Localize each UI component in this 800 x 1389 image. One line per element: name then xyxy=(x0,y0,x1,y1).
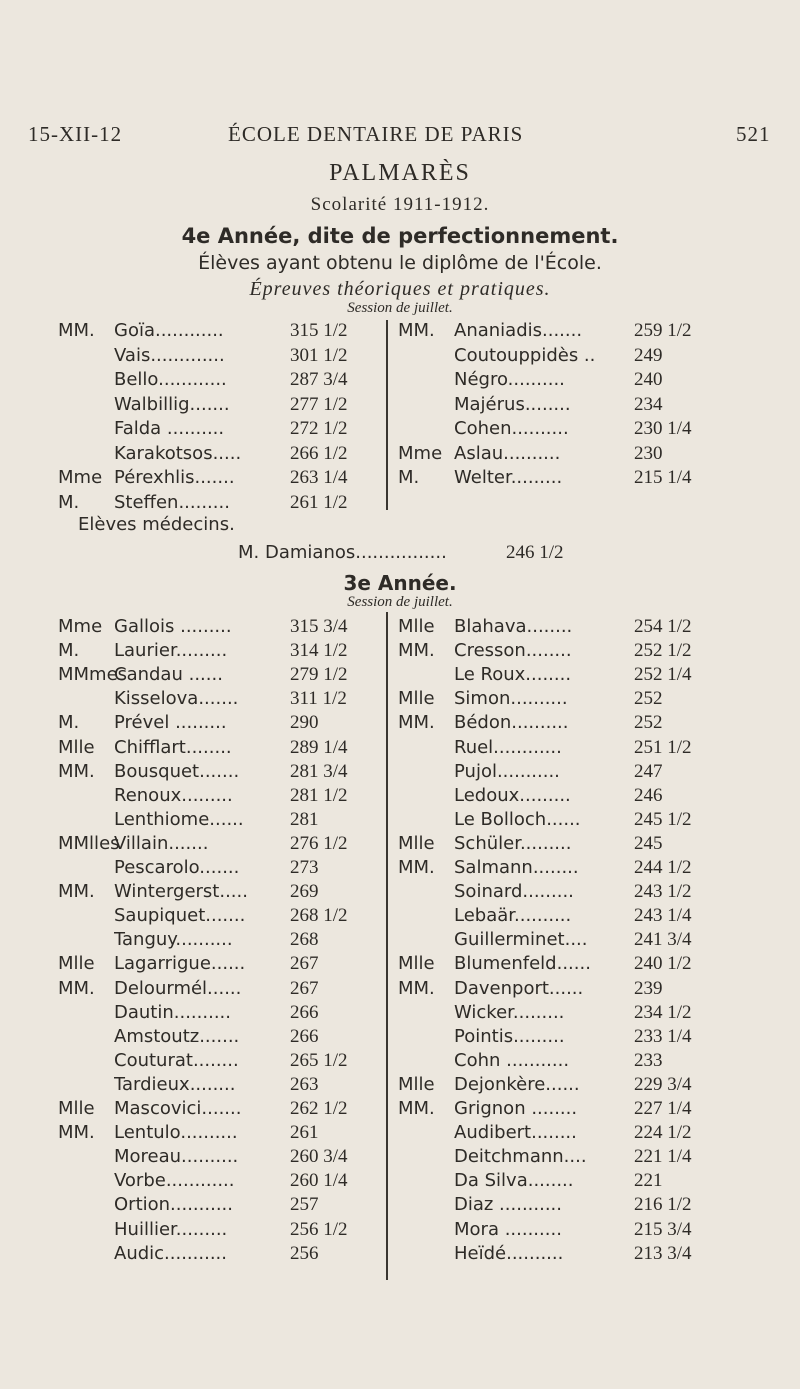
student-name: Chifflart........ xyxy=(114,736,232,758)
student-score: 251 1/2 xyxy=(634,736,692,758)
student-score: 301 1/2 xyxy=(290,344,348,366)
student-name: Guillerminet.... xyxy=(454,929,588,951)
list-item xyxy=(58,1217,380,1243)
title-prefix: MM. xyxy=(398,320,435,341)
title-prefix: M. xyxy=(58,491,80,513)
student-score: 252 xyxy=(634,688,663,710)
student-name: Pujol........... xyxy=(454,760,560,782)
list-item xyxy=(398,735,724,761)
list-item xyxy=(58,662,380,688)
student-name: Ortion........... xyxy=(114,1194,233,1216)
student-score: 213 3/4 xyxy=(634,1242,692,1264)
student-score: 290 xyxy=(290,712,319,734)
title-prefix: MM. xyxy=(58,320,95,341)
student-score: 276 1/2 xyxy=(290,832,348,854)
list-item xyxy=(58,490,380,516)
student-score: 252 1/2 xyxy=(634,640,692,662)
student-name: Candau ...... xyxy=(114,664,223,686)
list-item xyxy=(398,1192,724,1218)
list-item xyxy=(58,879,380,905)
list-item xyxy=(58,1120,380,1146)
student-score: 246 xyxy=(634,784,663,806)
student-score: 216 1/2 xyxy=(634,1194,692,1216)
list-item xyxy=(58,1000,380,1026)
student-name: Gallois ......... xyxy=(114,616,232,637)
student-score: 230 1/4 xyxy=(634,418,692,439)
student-score: 263 1/4 xyxy=(290,467,348,488)
student-score: 272 1/2 xyxy=(290,418,348,439)
student-score: 254 1/2 xyxy=(634,616,692,637)
student-name: Walbillig....... xyxy=(114,393,230,415)
list-item xyxy=(398,783,724,809)
student-score: 314 1/2 xyxy=(290,640,348,662)
list-item xyxy=(398,416,724,442)
list-item xyxy=(58,318,380,344)
header-title: ÉCOLE DENTAIRE DE PARIS xyxy=(228,122,524,146)
medecins-score: 246 1/2 xyxy=(506,542,564,563)
year3-heading: 3e Année. xyxy=(343,571,457,595)
list-item xyxy=(398,367,724,393)
scolarite-line: Scolarité 1911-1912. xyxy=(310,194,490,215)
student-score: 252 xyxy=(634,712,663,734)
student-score: 261 xyxy=(290,1122,319,1144)
list-item xyxy=(398,1144,724,1170)
list-item xyxy=(398,903,724,929)
student-name: Coutouppidès .. xyxy=(454,344,596,366)
medecins-label: Elèves médecins. xyxy=(78,514,235,535)
epreuves-line: Épreuves théoriques et pratiques. xyxy=(249,278,551,300)
student-name: Davenport...... xyxy=(454,977,584,999)
student-name: Mascovici....... xyxy=(114,1098,242,1119)
student-name: Pescarolo....... xyxy=(114,857,240,878)
student-score: 227 1/4 xyxy=(634,1098,692,1119)
title-prefix: Mlle xyxy=(58,1098,95,1119)
student-name: Simon.......... xyxy=(454,688,568,710)
student-score: 240 xyxy=(634,369,663,390)
student-score: 281 xyxy=(290,808,319,830)
student-score: 277 1/2 xyxy=(290,393,348,415)
student-score: 257 xyxy=(290,1194,319,1216)
student-name: Lebaär.......... xyxy=(454,905,572,927)
student-score: 273 xyxy=(290,857,319,878)
list-item xyxy=(58,1096,380,1122)
list-item xyxy=(58,927,380,953)
title-prefix: Mme xyxy=(398,442,443,464)
list-item xyxy=(398,855,724,881)
student-name: Heïdé.......... xyxy=(454,1242,564,1264)
title-prefix: Mlle xyxy=(398,1073,435,1095)
student-name: Audic........... xyxy=(114,1242,227,1264)
student-name: Karakotsos..... xyxy=(114,442,242,464)
title-prefix: MM. xyxy=(398,977,435,999)
medecins-row xyxy=(238,542,564,563)
student-score: 249 xyxy=(634,344,663,366)
student-name: Lagarrigue...... xyxy=(114,953,246,975)
list-item xyxy=(58,807,380,833)
student-name: Da Silva........ xyxy=(454,1170,574,1192)
student-name: Bousquet....... xyxy=(114,760,240,782)
student-name: Cresson........ xyxy=(454,640,572,662)
student-score: 262 1/2 xyxy=(290,1098,348,1119)
student-score: 234 xyxy=(634,393,663,415)
header-date: 15-XII-12 xyxy=(28,122,123,146)
student-score: 315 1/2 xyxy=(290,320,348,341)
student-name: Amstoutz....... xyxy=(114,1025,240,1047)
list-item xyxy=(58,1072,380,1098)
student-name: Wintergerst..... xyxy=(114,881,248,903)
list-item xyxy=(398,638,724,664)
student-score: 311 1/2 xyxy=(290,688,347,710)
student-score: 252 1/4 xyxy=(634,664,692,686)
title-prefix: Mme xyxy=(58,467,103,488)
title-prefix: Mlle xyxy=(58,953,95,975)
student-score: 240 1/2 xyxy=(634,953,692,975)
student-score: 239 xyxy=(634,977,663,999)
year4-session: Session de juillet. xyxy=(347,300,453,316)
student-score: 247 xyxy=(634,760,663,782)
student-name: Dejonkère...... xyxy=(454,1073,580,1095)
title-prefix: MM. xyxy=(58,760,95,782)
list-item xyxy=(58,1241,380,1267)
student-name: Cohen.......... xyxy=(454,418,569,439)
list-item xyxy=(398,1072,724,1098)
student-name: Majérus........ xyxy=(454,393,571,415)
student-score: 281 3/4 xyxy=(290,760,348,782)
student-name: Bédon.......... xyxy=(454,712,569,734)
student-score: 243 1/4 xyxy=(634,905,692,927)
title-prefix: Mme xyxy=(58,616,103,637)
student-score: 233 xyxy=(634,1049,663,1071)
student-name: Saupiquet....... xyxy=(114,905,246,927)
list-item xyxy=(398,976,724,1002)
student-name: Wicker......... xyxy=(454,1001,565,1023)
student-score: 221 xyxy=(634,1170,663,1192)
student-score: 269 xyxy=(290,881,319,903)
list-item xyxy=(58,710,380,736)
student-score: 224 1/2 xyxy=(634,1122,692,1144)
list-item xyxy=(58,465,380,491)
student-score: 215 3/4 xyxy=(634,1218,692,1240)
student-score: 315 3/4 xyxy=(290,616,348,637)
list-item xyxy=(58,1144,380,1170)
running-header xyxy=(0,122,800,152)
list-item xyxy=(58,1168,380,1194)
student-name: Grignon ........ xyxy=(454,1098,578,1119)
student-name: Blahava........ xyxy=(454,616,573,637)
student-score: 260 3/4 xyxy=(290,1146,348,1168)
title-prefix: Mlle xyxy=(398,832,435,854)
list-item xyxy=(58,976,380,1002)
student-name: Renoux......... xyxy=(114,784,233,806)
student-score: 266 xyxy=(290,1025,319,1047)
list-item xyxy=(58,416,380,442)
column-divider xyxy=(386,612,388,1280)
student-name: Aslau.......... xyxy=(454,442,561,464)
student-name: Le Roux........ xyxy=(454,664,572,686)
student-name: Bello............ xyxy=(114,369,227,390)
student-name: Tanguy.......... xyxy=(114,929,233,951)
student-name: Soinard......... xyxy=(454,881,574,903)
student-score: 268 xyxy=(290,929,319,951)
student-score: 230 xyxy=(634,442,663,464)
title-prefix: MM. xyxy=(398,640,435,662)
student-name: Pointis......... xyxy=(454,1025,565,1047)
student-name: Huillier......... xyxy=(114,1218,228,1240)
list-item xyxy=(398,1096,724,1122)
title-prefix: M. xyxy=(58,640,80,662)
student-name: Steffen......... xyxy=(114,491,230,513)
list-item xyxy=(398,1120,724,1146)
year4-subheading: Élèves ayant obtenu le diplôme de l'École. xyxy=(198,252,602,274)
student-name: Audibert........ xyxy=(454,1122,577,1144)
student-name: Villain....... xyxy=(114,832,209,854)
student-score: 215 1/4 xyxy=(634,467,692,488)
title-prefix: Mlle xyxy=(58,736,95,758)
student-score: 267 xyxy=(290,953,319,975)
list-item xyxy=(398,807,724,833)
title-prefix: Mlle xyxy=(398,688,435,710)
student-name: Vais............. xyxy=(114,344,225,366)
list-item xyxy=(398,1000,724,1026)
list-item xyxy=(398,1217,724,1243)
list-item xyxy=(58,686,380,712)
palmares-title: PALMARÈS xyxy=(329,160,471,186)
list-item xyxy=(398,343,724,369)
student-name: Cohn ........... xyxy=(454,1049,570,1071)
list-item xyxy=(398,614,724,640)
list-item xyxy=(398,1024,724,1050)
list-item xyxy=(58,441,380,467)
list-item xyxy=(58,831,380,857)
student-name: Ruel............ xyxy=(454,736,562,758)
list-item xyxy=(398,927,724,953)
student-score: 256 xyxy=(290,1242,319,1264)
student-name: Pérexhlis....... xyxy=(114,467,235,488)
student-name: Delourmél...... xyxy=(114,977,242,999)
title-prefix: Mlle xyxy=(398,953,435,975)
list-item xyxy=(398,759,724,785)
list-item xyxy=(398,710,724,736)
student-name: Couturat........ xyxy=(114,1049,239,1071)
student-score: 234 1/2 xyxy=(634,1001,692,1023)
student-name: Ledoux......... xyxy=(454,784,571,806)
list-item xyxy=(58,343,380,369)
student-name: Dautin.......... xyxy=(114,1001,231,1023)
student-score: 221 1/4 xyxy=(634,1146,692,1168)
list-item xyxy=(398,441,724,467)
title-prefix: MMlles xyxy=(58,832,120,854)
list-item xyxy=(398,951,724,977)
student-score: 281 1/2 xyxy=(290,784,348,806)
list-item xyxy=(58,759,380,785)
list-item xyxy=(398,879,724,905)
title-prefix: MM. xyxy=(58,1122,95,1144)
title-prefix: Mlle xyxy=(398,616,435,637)
list-item xyxy=(58,855,380,881)
student-score: 287 3/4 xyxy=(290,369,348,390)
medecins-name: Damianos................ xyxy=(265,542,447,563)
student-name: Ananiadis....... xyxy=(454,320,583,341)
student-name: Schüler......... xyxy=(454,832,572,854)
title-prefix: MM. xyxy=(398,1098,435,1119)
student-name: Négro.......... xyxy=(454,369,565,390)
student-score: 261 1/2 xyxy=(290,491,348,513)
list-item xyxy=(58,951,380,977)
student-score: 245 1/2 xyxy=(634,808,692,830)
list-item xyxy=(398,318,724,344)
student-name: Deitchmann.... xyxy=(454,1146,587,1168)
list-item xyxy=(398,392,724,418)
student-score: 229 3/4 xyxy=(634,1073,692,1095)
student-name: Blumenfeld...... xyxy=(454,953,591,975)
student-name: Lentulo.......... xyxy=(114,1122,238,1144)
list-item xyxy=(398,686,724,712)
title-prefix: MM. xyxy=(398,857,435,878)
student-score: 267 xyxy=(290,977,319,999)
student-name: Moreau.......... xyxy=(114,1146,239,1168)
student-score: 233 1/4 xyxy=(634,1025,692,1047)
list-item xyxy=(58,1192,380,1218)
student-name: Le Bolloch...... xyxy=(454,808,581,830)
list-item xyxy=(58,1024,380,1050)
student-score: 279 1/2 xyxy=(290,664,348,686)
student-score: 289 1/4 xyxy=(290,736,348,758)
title-prefix: MM. xyxy=(398,712,435,734)
student-score: 265 1/2 xyxy=(290,1049,348,1071)
list-item xyxy=(398,662,724,688)
list-item xyxy=(58,638,380,664)
student-score: 260 1/4 xyxy=(290,1170,348,1192)
student-score: 241 3/4 xyxy=(634,929,692,951)
student-score: 245 xyxy=(634,832,663,854)
student-score: 243 1/2 xyxy=(634,881,692,903)
title-prefix: M. xyxy=(398,467,420,488)
list-item xyxy=(58,783,380,809)
student-name: Prével ......... xyxy=(114,712,227,734)
title-prefix: MM. xyxy=(58,977,95,999)
student-score: 263 xyxy=(290,1073,319,1095)
student-name: Welter......... xyxy=(454,467,563,488)
title-prefix: MM. xyxy=(58,881,95,903)
student-name: Vorbe............ xyxy=(114,1170,235,1192)
student-name: Mora .......... xyxy=(454,1218,562,1240)
student-name: Tardieux........ xyxy=(114,1073,236,1095)
column-divider xyxy=(386,320,388,510)
medecins-prefix: M. xyxy=(238,542,260,563)
student-score: 268 1/2 xyxy=(290,905,348,927)
list-item xyxy=(398,1048,724,1074)
year3-session: Session de juillet. xyxy=(347,594,453,610)
student-score: 259 1/2 xyxy=(634,320,692,341)
student-name: Goïa............ xyxy=(114,320,224,341)
year4-heading: 4e Année, dite de perfectionnement. xyxy=(181,224,619,248)
student-score: 266 1/2 xyxy=(290,442,348,464)
student-name: Salmann........ xyxy=(454,857,579,878)
list-item xyxy=(58,614,380,640)
student-name: Falda .......... xyxy=(114,418,225,439)
title-prefix: M. xyxy=(58,712,80,734)
title-prefix: MMmes xyxy=(58,664,128,686)
list-item xyxy=(398,1168,724,1194)
list-item xyxy=(58,1048,380,1074)
student-name: Diaz ........... xyxy=(454,1194,562,1216)
list-item xyxy=(398,1241,724,1267)
student-name: Laurier......... xyxy=(114,640,228,662)
student-name: Lenthiome...... xyxy=(114,808,244,830)
list-item xyxy=(58,735,380,761)
page-number: 521 xyxy=(736,122,771,146)
list-item xyxy=(398,831,724,857)
list-item xyxy=(58,367,380,393)
student-score: 266 xyxy=(290,1001,319,1023)
list-item xyxy=(398,465,724,491)
student-score: 244 1/2 xyxy=(634,857,692,878)
student-score: 256 1/2 xyxy=(290,1218,348,1240)
list-item xyxy=(58,903,380,929)
student-name: Kisselova....... xyxy=(114,688,239,710)
list-item xyxy=(58,392,380,418)
